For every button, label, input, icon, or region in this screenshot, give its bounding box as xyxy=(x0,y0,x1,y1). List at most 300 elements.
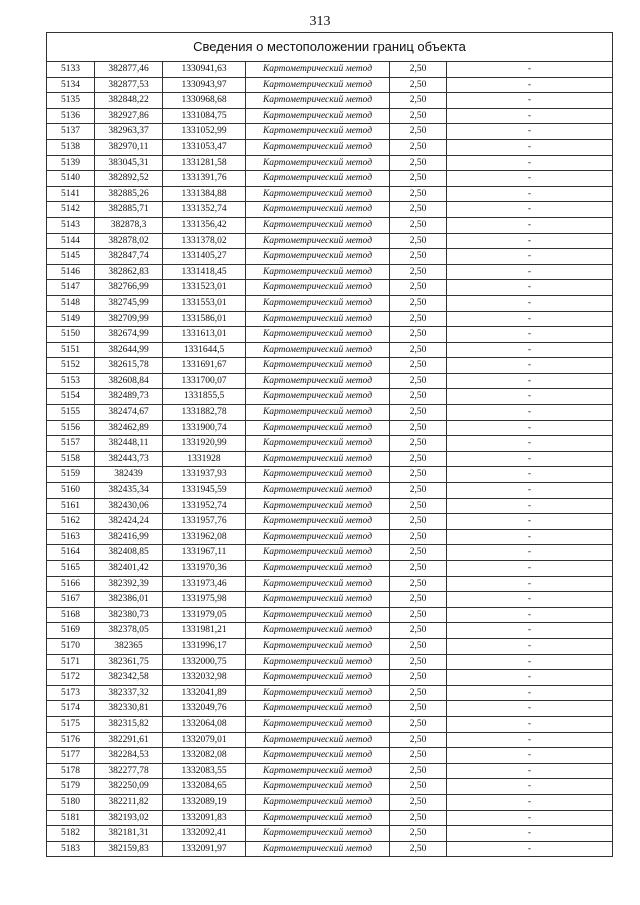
table-row xyxy=(47,654,613,670)
method-cell: Картометрический метод xyxy=(246,358,390,374)
table-row xyxy=(47,810,613,826)
table-row xyxy=(47,451,613,467)
table-row xyxy=(47,576,613,592)
y-coordinate-cell: 1331996,17 xyxy=(163,638,246,654)
point-number-cell: 5137 xyxy=(47,124,95,140)
table-row xyxy=(47,155,613,171)
table-row xyxy=(47,280,613,296)
table-row xyxy=(47,514,613,530)
x-coordinate-cell: 382342,58 xyxy=(95,670,163,686)
method-cell: Картометрический метод xyxy=(246,171,390,187)
x-coordinate-cell: 382401,42 xyxy=(95,561,163,577)
accuracy-cell: 2,50 xyxy=(390,748,447,764)
y-coordinate-cell: 1331405,27 xyxy=(163,249,246,265)
description-cell: - xyxy=(447,436,613,452)
description-cell: - xyxy=(447,295,613,311)
x-coordinate-cell: 382193,02 xyxy=(95,810,163,826)
table-row xyxy=(47,77,613,93)
x-coordinate-cell: 382847,74 xyxy=(95,249,163,265)
point-number-cell: 5166 xyxy=(47,576,95,592)
accuracy-cell: 2,50 xyxy=(390,358,447,374)
table-row xyxy=(47,607,613,623)
x-coordinate-cell: 382862,83 xyxy=(95,264,163,280)
y-coordinate-cell: 1331945,59 xyxy=(163,483,246,499)
y-coordinate-cell: 1330943,97 xyxy=(163,77,246,93)
table-row xyxy=(47,358,613,374)
accuracy-cell: 2,50 xyxy=(390,498,447,514)
point-number-cell: 5163 xyxy=(47,529,95,545)
accuracy-cell: 2,50 xyxy=(390,389,447,405)
accuracy-cell: 2,50 xyxy=(390,638,447,654)
accuracy-cell: 2,50 xyxy=(390,373,447,389)
accuracy-cell: 2,50 xyxy=(390,124,447,140)
point-number-cell: 5171 xyxy=(47,654,95,670)
x-coordinate-cell: 382386,01 xyxy=(95,592,163,608)
point-number-cell: 5140 xyxy=(47,171,95,187)
accuracy-cell: 2,50 xyxy=(390,62,447,78)
table-row xyxy=(47,420,613,436)
x-coordinate-cell: 382284,53 xyxy=(95,748,163,764)
point-number-cell: 5169 xyxy=(47,623,95,639)
method-cell: Картометрический метод xyxy=(246,670,390,686)
x-coordinate-cell: 382365 xyxy=(95,638,163,654)
accuracy-cell: 2,50 xyxy=(390,249,447,265)
description-cell: - xyxy=(447,685,613,701)
description-cell: - xyxy=(447,342,613,358)
method-cell: Картометрический метод xyxy=(246,155,390,171)
point-number-cell: 5133 xyxy=(47,62,95,78)
method-cell: Картометрический метод xyxy=(246,295,390,311)
description-cell: - xyxy=(447,670,613,686)
y-coordinate-cell: 1332041,89 xyxy=(163,685,246,701)
description-cell: - xyxy=(447,545,613,561)
accuracy-cell: 2,50 xyxy=(390,794,447,810)
point-number-cell: 5173 xyxy=(47,685,95,701)
table-title: Сведения о местоположении границ объекта xyxy=(47,33,613,62)
table-row xyxy=(47,467,613,483)
point-number-cell: 5158 xyxy=(47,451,95,467)
accuracy-cell: 2,50 xyxy=(390,108,447,124)
x-coordinate-cell: 382462,89 xyxy=(95,420,163,436)
table-row xyxy=(47,249,613,265)
y-coordinate-cell: 1331973,46 xyxy=(163,576,246,592)
accuracy-cell: 2,50 xyxy=(390,810,447,826)
description-cell: - xyxy=(447,498,613,514)
point-number-cell: 5174 xyxy=(47,701,95,717)
accuracy-cell: 2,50 xyxy=(390,295,447,311)
table-row xyxy=(47,716,613,732)
y-coordinate-cell: 1331418,45 xyxy=(163,264,246,280)
boundary-coordinates-table xyxy=(46,32,613,857)
point-number-cell: 5149 xyxy=(47,311,95,327)
accuracy-cell: 2,50 xyxy=(390,561,447,577)
y-coordinate-cell: 1332091,83 xyxy=(163,810,246,826)
method-cell: Картометрический метод xyxy=(246,420,390,436)
point-number-cell: 5136 xyxy=(47,108,95,124)
description-cell: - xyxy=(447,420,613,436)
x-coordinate-cell: 382378,05 xyxy=(95,623,163,639)
accuracy-cell: 2,50 xyxy=(390,592,447,608)
table-row xyxy=(47,389,613,405)
method-cell: Картометрический метод xyxy=(246,779,390,795)
description-cell: - xyxy=(447,748,613,764)
table-row xyxy=(47,545,613,561)
method-cell: Картометрический метод xyxy=(246,139,390,155)
y-coordinate-cell: 1331952,74 xyxy=(163,498,246,514)
description-cell: - xyxy=(447,451,613,467)
point-number-cell: 5177 xyxy=(47,748,95,764)
page-number: 313 xyxy=(309,14,331,29)
description-cell: - xyxy=(447,264,613,280)
table-row xyxy=(47,685,613,701)
method-cell: Картометрический метод xyxy=(246,186,390,202)
method-cell: Картометрический метод xyxy=(246,498,390,514)
y-coordinate-cell: 1331928 xyxy=(163,451,246,467)
y-coordinate-cell: 1332092,41 xyxy=(163,826,246,842)
x-coordinate-cell: 382963,37 xyxy=(95,124,163,140)
table-row xyxy=(47,483,613,499)
method-cell: Картометрический метод xyxy=(246,405,390,421)
description-cell: - xyxy=(447,155,613,171)
point-number-cell: 5152 xyxy=(47,358,95,374)
point-number-cell: 5151 xyxy=(47,342,95,358)
x-coordinate-cell: 382878,3 xyxy=(95,217,163,233)
x-coordinate-cell: 382970,11 xyxy=(95,139,163,155)
y-coordinate-cell: 1331981,21 xyxy=(163,623,246,639)
description-cell: - xyxy=(447,311,613,327)
accuracy-cell: 2,50 xyxy=(390,280,447,296)
y-coordinate-cell: 1331979,05 xyxy=(163,607,246,623)
table-row xyxy=(47,124,613,140)
method-cell: Картометрический метод xyxy=(246,685,390,701)
method-cell: Картометрический метод xyxy=(246,732,390,748)
table-title-row xyxy=(47,33,613,62)
description-cell: - xyxy=(447,217,613,233)
table-row xyxy=(47,202,613,218)
x-coordinate-cell: 382435,34 xyxy=(95,483,163,499)
y-coordinate-cell: 1331586,01 xyxy=(163,311,246,327)
accuracy-cell: 2,50 xyxy=(390,483,447,499)
method-cell: Картометрический метод xyxy=(246,202,390,218)
point-number-cell: 5143 xyxy=(47,217,95,233)
accuracy-cell: 2,50 xyxy=(390,155,447,171)
method-cell: Картометрический метод xyxy=(246,62,390,78)
point-number-cell: 5153 xyxy=(47,373,95,389)
accuracy-cell: 2,50 xyxy=(390,186,447,202)
x-coordinate-cell: 382211,82 xyxy=(95,794,163,810)
table-row xyxy=(47,763,613,779)
description-cell: - xyxy=(447,186,613,202)
point-number-cell: 5162 xyxy=(47,514,95,530)
accuracy-cell: 2,50 xyxy=(390,826,447,842)
x-coordinate-cell: 382430,06 xyxy=(95,498,163,514)
x-coordinate-cell: 382337,32 xyxy=(95,685,163,701)
point-number-cell: 5170 xyxy=(47,638,95,654)
description-cell: - xyxy=(447,592,613,608)
point-number-cell: 5142 xyxy=(47,202,95,218)
point-number-cell: 5167 xyxy=(47,592,95,608)
description-cell: - xyxy=(447,249,613,265)
method-cell: Картометрический метод xyxy=(246,217,390,233)
method-cell: Картометрический метод xyxy=(246,233,390,249)
y-coordinate-cell: 1332084,65 xyxy=(163,779,246,795)
point-number-cell: 5154 xyxy=(47,389,95,405)
method-cell: Картометрический метод xyxy=(246,342,390,358)
table-row xyxy=(47,779,613,795)
point-number-cell: 5180 xyxy=(47,794,95,810)
description-cell: - xyxy=(447,732,613,748)
accuracy-cell: 2,50 xyxy=(390,701,447,717)
accuracy-cell: 2,50 xyxy=(390,467,447,483)
y-coordinate-cell: 1332079,01 xyxy=(163,732,246,748)
x-coordinate-cell: 382877,53 xyxy=(95,77,163,93)
description-cell: - xyxy=(447,701,613,717)
table-row xyxy=(47,826,613,842)
table-row xyxy=(47,623,613,639)
point-number-cell: 5134 xyxy=(47,77,95,93)
accuracy-cell: 2,50 xyxy=(390,654,447,670)
description-cell: - xyxy=(447,233,613,249)
table-row xyxy=(47,592,613,608)
y-coordinate-cell: 1330941,63 xyxy=(163,62,246,78)
y-coordinate-cell: 1332091,97 xyxy=(163,841,246,857)
x-coordinate-cell: 382674,99 xyxy=(95,327,163,343)
accuracy-cell: 2,50 xyxy=(390,264,447,280)
x-coordinate-cell: 382927,86 xyxy=(95,108,163,124)
description-cell: - xyxy=(447,467,613,483)
description-cell: - xyxy=(447,623,613,639)
method-cell: Картометрический метод xyxy=(246,654,390,670)
table-row xyxy=(47,561,613,577)
method-cell: Картометрический метод xyxy=(246,124,390,140)
method-cell: Картометрический метод xyxy=(246,810,390,826)
point-number-cell: 5138 xyxy=(47,139,95,155)
y-coordinate-cell: 1331613,01 xyxy=(163,327,246,343)
table-row xyxy=(47,701,613,717)
method-cell: Картометрический метод xyxy=(246,748,390,764)
point-number-cell: 5156 xyxy=(47,420,95,436)
x-coordinate-cell: 382408,85 xyxy=(95,545,163,561)
point-number-cell: 5160 xyxy=(47,483,95,499)
y-coordinate-cell: 1331644,5 xyxy=(163,342,246,358)
y-coordinate-cell: 1331281,58 xyxy=(163,155,246,171)
x-coordinate-cell: 382448,11 xyxy=(95,436,163,452)
x-coordinate-cell: 382330,81 xyxy=(95,701,163,717)
method-cell: Картометрический метод xyxy=(246,794,390,810)
method-cell: Картометрический метод xyxy=(246,373,390,389)
accuracy-cell: 2,50 xyxy=(390,77,447,93)
method-cell: Картометрический метод xyxy=(246,763,390,779)
method-cell: Картометрический метод xyxy=(246,436,390,452)
description-cell: - xyxy=(447,389,613,405)
accuracy-cell: 2,50 xyxy=(390,342,447,358)
table-row xyxy=(47,186,613,202)
accuracy-cell: 2,50 xyxy=(390,451,447,467)
method-cell: Картометрический метод xyxy=(246,607,390,623)
y-coordinate-cell: 1332032,98 xyxy=(163,670,246,686)
table-row xyxy=(47,794,613,810)
x-coordinate-cell: 382380,73 xyxy=(95,607,163,623)
description-cell: - xyxy=(447,405,613,421)
point-number-cell: 5144 xyxy=(47,233,95,249)
method-cell: Картометрический метод xyxy=(246,483,390,499)
x-coordinate-cell: 382885,71 xyxy=(95,202,163,218)
description-cell: - xyxy=(447,77,613,93)
accuracy-cell: 2,50 xyxy=(390,171,447,187)
point-number-cell: 5159 xyxy=(47,467,95,483)
y-coordinate-cell: 1332082,08 xyxy=(163,748,246,764)
table-row xyxy=(47,748,613,764)
method-cell: Картометрический метод xyxy=(246,561,390,577)
description-cell: - xyxy=(447,810,613,826)
description-cell: - xyxy=(447,483,613,499)
x-coordinate-cell: 382443,73 xyxy=(95,451,163,467)
description-cell: - xyxy=(447,607,613,623)
method-cell: Картометрический метод xyxy=(246,311,390,327)
accuracy-cell: 2,50 xyxy=(390,405,447,421)
table-row xyxy=(47,670,613,686)
table-row xyxy=(47,93,613,109)
point-number-cell: 5161 xyxy=(47,498,95,514)
point-number-cell: 5148 xyxy=(47,295,95,311)
x-coordinate-cell: 382877,46 xyxy=(95,62,163,78)
table-row xyxy=(47,327,613,343)
point-number-cell: 5183 xyxy=(47,841,95,857)
y-coordinate-cell: 1331855,5 xyxy=(163,389,246,405)
x-coordinate-cell: 382392,39 xyxy=(95,576,163,592)
accuracy-cell: 2,50 xyxy=(390,327,447,343)
point-number-cell: 5150 xyxy=(47,327,95,343)
y-coordinate-cell: 1331052,99 xyxy=(163,124,246,140)
description-cell: - xyxy=(447,280,613,296)
accuracy-cell: 2,50 xyxy=(390,607,447,623)
description-cell: - xyxy=(447,576,613,592)
y-coordinate-cell: 1331523,01 xyxy=(163,280,246,296)
method-cell: Картометрический метод xyxy=(246,77,390,93)
description-cell: - xyxy=(447,779,613,795)
method-cell: Картометрический метод xyxy=(246,451,390,467)
description-cell: - xyxy=(447,373,613,389)
accuracy-cell: 2,50 xyxy=(390,233,447,249)
y-coordinate-cell: 1331882,78 xyxy=(163,405,246,421)
x-coordinate-cell: 382608,84 xyxy=(95,373,163,389)
accuracy-cell: 2,50 xyxy=(390,576,447,592)
y-coordinate-cell: 1331975,98 xyxy=(163,592,246,608)
method-cell: Картометрический метод xyxy=(246,545,390,561)
y-coordinate-cell: 1332000,75 xyxy=(163,654,246,670)
y-coordinate-cell: 1332089,19 xyxy=(163,794,246,810)
x-coordinate-cell: 382277,78 xyxy=(95,763,163,779)
description-cell: - xyxy=(447,794,613,810)
description-cell: - xyxy=(447,62,613,78)
y-coordinate-cell: 1331084,75 xyxy=(163,108,246,124)
y-coordinate-cell: 1331384,88 xyxy=(163,186,246,202)
point-number-cell: 5155 xyxy=(47,405,95,421)
x-coordinate-cell: 382361,75 xyxy=(95,654,163,670)
accuracy-cell: 2,50 xyxy=(390,139,447,155)
table-row xyxy=(47,108,613,124)
accuracy-cell: 2,50 xyxy=(390,841,447,857)
point-number-cell: 5182 xyxy=(47,826,95,842)
y-coordinate-cell: 1331962,08 xyxy=(163,529,246,545)
method-cell: Картометрический метод xyxy=(246,638,390,654)
accuracy-cell: 2,50 xyxy=(390,716,447,732)
x-coordinate-cell: 382615,78 xyxy=(95,358,163,374)
point-number-cell: 5179 xyxy=(47,779,95,795)
point-number-cell: 5145 xyxy=(47,249,95,265)
y-coordinate-cell: 1332083,55 xyxy=(163,763,246,779)
point-number-cell: 5141 xyxy=(47,186,95,202)
description-cell: - xyxy=(447,202,613,218)
x-coordinate-cell: 382489,73 xyxy=(95,389,163,405)
x-coordinate-cell: 383045,31 xyxy=(95,155,163,171)
point-number-cell: 5175 xyxy=(47,716,95,732)
point-number-cell: 5168 xyxy=(47,607,95,623)
point-number-cell: 5165 xyxy=(47,561,95,577)
description-cell: - xyxy=(447,514,613,530)
description-cell: - xyxy=(447,529,613,545)
point-number-cell: 5172 xyxy=(47,670,95,686)
description-cell: - xyxy=(447,358,613,374)
description-cell: - xyxy=(447,716,613,732)
description-cell: - xyxy=(447,108,613,124)
description-cell: - xyxy=(447,139,613,155)
y-coordinate-cell: 1331691,67 xyxy=(163,358,246,374)
x-coordinate-cell: 382766,99 xyxy=(95,280,163,296)
x-coordinate-cell: 382439 xyxy=(95,467,163,483)
y-coordinate-cell: 1331700,07 xyxy=(163,373,246,389)
accuracy-cell: 2,50 xyxy=(390,779,447,795)
description-cell: - xyxy=(447,763,613,779)
method-cell: Картометрический метод xyxy=(246,576,390,592)
point-number-cell: 5139 xyxy=(47,155,95,171)
method-cell: Картометрический метод xyxy=(246,467,390,483)
table-row xyxy=(47,342,613,358)
accuracy-cell: 2,50 xyxy=(390,93,447,109)
accuracy-cell: 2,50 xyxy=(390,623,447,639)
table-row xyxy=(47,529,613,545)
point-number-cell: 5135 xyxy=(47,93,95,109)
method-cell: Картометрический метод xyxy=(246,327,390,343)
x-coordinate-cell: 382644,99 xyxy=(95,342,163,358)
method-cell: Картометрический метод xyxy=(246,841,390,857)
table-row xyxy=(47,295,613,311)
x-coordinate-cell: 382424,24 xyxy=(95,514,163,530)
table-row xyxy=(47,217,613,233)
table-row xyxy=(47,732,613,748)
y-coordinate-cell: 1331356,42 xyxy=(163,217,246,233)
point-number-cell: 5164 xyxy=(47,545,95,561)
point-number-cell: 5146 xyxy=(47,264,95,280)
method-cell: Картометрический метод xyxy=(246,716,390,732)
method-cell: Картометрический метод xyxy=(246,264,390,280)
y-coordinate-cell: 1331352,74 xyxy=(163,202,246,218)
x-coordinate-cell: 382878,02 xyxy=(95,233,163,249)
y-coordinate-cell: 1330968,68 xyxy=(163,93,246,109)
accuracy-cell: 2,50 xyxy=(390,685,447,701)
y-coordinate-cell: 1331957,76 xyxy=(163,514,246,530)
accuracy-cell: 2,50 xyxy=(390,217,447,233)
method-cell: Картометрический метод xyxy=(246,529,390,545)
accuracy-cell: 2,50 xyxy=(390,514,447,530)
accuracy-cell: 2,50 xyxy=(390,529,447,545)
y-coordinate-cell: 1331920,99 xyxy=(163,436,246,452)
accuracy-cell: 2,50 xyxy=(390,420,447,436)
table-row xyxy=(47,139,613,155)
table-row xyxy=(47,171,613,187)
method-cell: Картометрический метод xyxy=(246,280,390,296)
x-coordinate-cell: 382745,99 xyxy=(95,295,163,311)
